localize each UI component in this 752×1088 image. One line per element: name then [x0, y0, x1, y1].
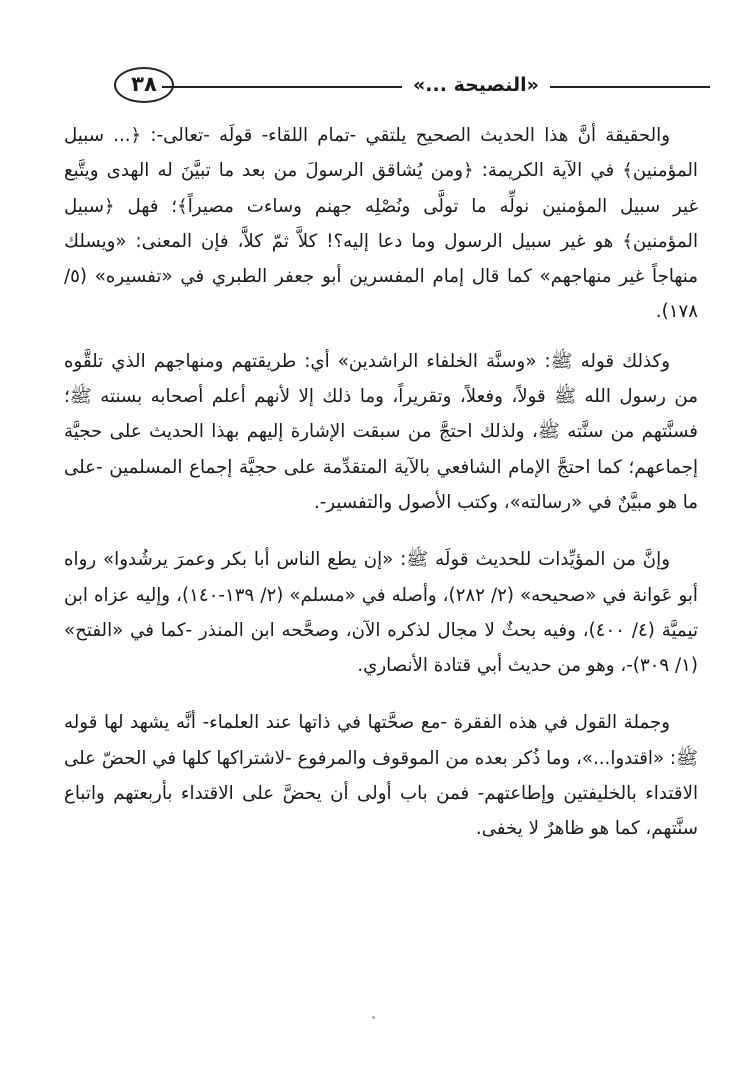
page-body — [64, 118, 698, 869]
page-number: ٣٨ — [114, 67, 174, 103]
header-rule-right — [550, 86, 710, 88]
running-title: «النصيحة ...» — [413, 74, 539, 96]
paragraph-1: والحقيقة أنَّ هذا الحديث الصحيح يلتقي -تمام اللقاء- قولَه -تعالى-: ﴿... سبيل المؤمنين﴾ في الآية الكريمة: ﴿ومن يُشاقق الرسولَ من بعد ما تبيَّنَ له الهدى ويتَّبع غير سبيل المؤمنين نولِّه ما تولَّى ونُصْلِه جهنم وساءت مصيراً﴾؛ فهل ﴿سبيل المؤمنين﴾ هو غير سبيل الرسول وما دعا إليه؟! كلاَّ ثمّ كلاَّ، فإن المعنى: «ويسلك منهاجاً غير منهاجهم» كما قال إمام المفسرين أبو جعفر الطبري في «تفسيره» (٥/ ١٧٨). — [64, 125, 698, 323]
page-header — [70, 62, 710, 108]
paragraph-2: وكذلك قوله ﷺ: «وسنَّة الخلفاء الراشدين» أي: طريقتهم ومنهاجهم الذي تلقَّوه من رسول الله ﷺ قولاً، وفعلاً، وتقريراً، وما ذلك إلا لأنهم أعلم أصحابه بسنته ﷺ؛ فسنَّتهم من سنَّته ﷺ، ولذلك احتجَّ من سبقت الإشارة إليهم بهذا الحديث على حجيَّة إجماعهم؛ كما احتجَّ الإمام الشافعي بالآية المتقدِّمة على حجيَّة إجماع المسلمين -على ما هو مبيَّنٌ في «رسالته»، وكتب الأصول والتفسير-. — [64, 350, 698, 513]
header-rule-left — [162, 86, 402, 88]
paragraph-3: وإنَّ من المؤيِّدات للحديث قولَه ﷺ: «إن يطع الناس أبا بكر وعمرَ يرشُدوا» رواه أبو عَوانة في «صحيحه» (٢/ ٢٨٢)، وأصله في «مسلم» (٢/ ١٣٩-١٤٠)، وإليه عزاه ابن تيميَّة (٤/ ٤٠٠)، وفيه بحثٌ لا مجال لذكره الآن، وصحَّحه ابن المنذر -كما في «الفتح» (١/ ٣٠٩)-، وهو من حديث أبي قتادة الأنصاري. — [64, 549, 699, 677]
scan-speck — [372, 1016, 375, 1019]
paragraph-4: وجملة القول في هذه الفقرة -مع صحَّتها في ذاتها عند العلماء- أنَّه يشهد لها قوله ﷺ: «اقتدوا...»، وما ذُكر بعده من الموقوف والمرفوع -لاشتراكها كلها في الحضّ على الاقتداء بالخليفتين وإطاعتهم- فمن باب أولى أن يحضَّ على الاقتداء بأربعتهم واتباع سنَّتهم، كما هو ظاهرٌ لا يخفى. — [64, 712, 698, 840]
